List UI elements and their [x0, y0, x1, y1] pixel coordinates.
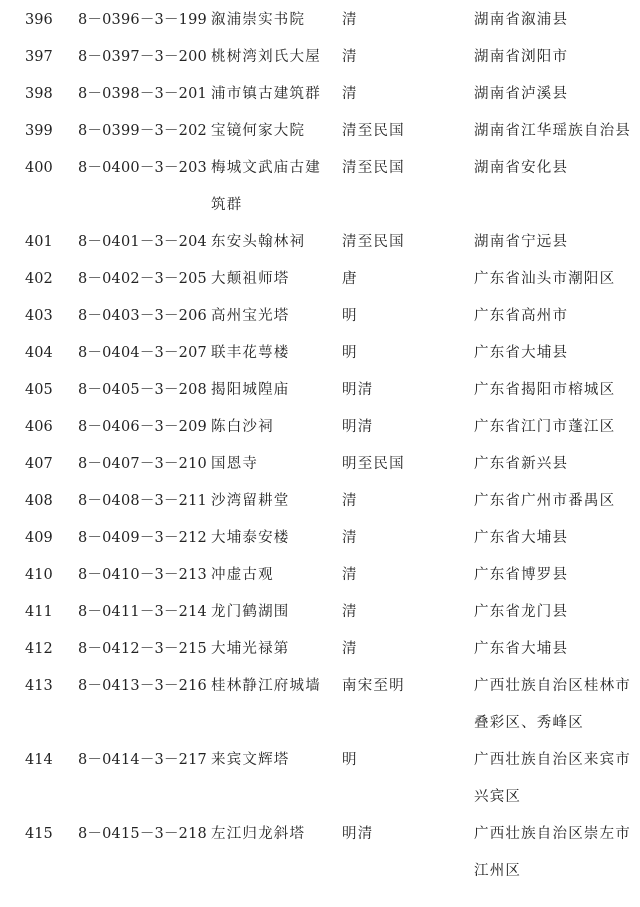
site-era: 清 — [342, 86, 358, 102]
site-location — [474, 261, 634, 298]
site-name-line: 梅城文武庙古建 — [211, 160, 321, 176]
site-location-line: 湖南省宁远县 — [474, 234, 569, 250]
site-name — [211, 816, 331, 853]
site-location-line: 广东省大埔县 — [474, 345, 569, 361]
serial-number: 400 — [25, 160, 53, 176]
table-row — [0, 446, 640, 483]
site-era: 清 — [342, 567, 358, 583]
site-location — [474, 409, 634, 446]
site-location — [474, 742, 634, 816]
serial-number: 396 — [25, 12, 53, 28]
site-era: 明清 — [342, 826, 374, 842]
site-name-line: 联丰花萼楼 — [211, 345, 290, 361]
site-era: 明清 — [342, 382, 374, 398]
site-code: 8－0414－3－217 — [78, 752, 207, 768]
serial-number: 404 — [25, 345, 53, 361]
site-name-line: 大颠祖师塔 — [211, 271, 290, 287]
site-location — [474, 816, 634, 890]
site-code: 8－0397－3－200 — [78, 49, 207, 65]
site-location — [474, 39, 634, 76]
site-location — [474, 668, 634, 742]
site-era: 清 — [342, 12, 358, 28]
serial-number: 407 — [25, 456, 53, 472]
site-location-line: 湖南省泸溪县 — [474, 86, 569, 102]
site-location — [474, 520, 634, 557]
site-location — [474, 372, 634, 409]
serial-number: 414 — [25, 752, 53, 768]
site-name — [211, 2, 331, 39]
site-name — [211, 113, 331, 150]
table-row — [0, 409, 640, 446]
site-name — [211, 594, 331, 631]
site-era: 清 — [342, 641, 358, 657]
serial-number: 401 — [25, 234, 53, 250]
site-code: 8－0410－3－213 — [78, 567, 207, 583]
table-row — [0, 150, 640, 224]
site-location-line: 广东省高州市 — [474, 308, 569, 324]
site-name-line: 大埔泰安楼 — [211, 530, 290, 546]
serial-number: 409 — [25, 530, 53, 546]
site-era: 明 — [342, 308, 358, 324]
table-row — [0, 594, 640, 631]
serial-number: 413 — [25, 678, 53, 694]
table-row — [0, 113, 640, 150]
serial-number: 410 — [25, 567, 53, 583]
site-code: 8－0406－3－209 — [78, 419, 207, 435]
site-name — [211, 261, 331, 298]
site-era: 清至民国 — [342, 123, 405, 139]
site-code: 8－0412－3－215 — [78, 641, 207, 657]
site-name-line: 桃树湾刘氏大屋 — [211, 49, 321, 65]
site-location — [474, 557, 634, 594]
site-location-line: 叠彩区、秀峰区 — [474, 715, 584, 731]
site-code: 8－0398－3－201 — [78, 86, 207, 102]
table-row — [0, 742, 640, 816]
site-location-line: 湖南省浏阳市 — [474, 49, 569, 65]
site-location-line: 广东省大埔县 — [474, 641, 569, 657]
site-location-line: 广东省江门市蓬江区 — [474, 419, 616, 435]
site-era: 明 — [342, 345, 358, 361]
site-name — [211, 446, 331, 483]
site-name-line: 筑群 — [211, 197, 243, 213]
site-location-line: 广西壮族自治区崇左市 — [474, 826, 631, 842]
site-name — [211, 742, 331, 779]
site-code: 8－0413－3－216 — [78, 678, 207, 694]
site-location — [474, 76, 634, 113]
site-code: 8－0400－3－203 — [78, 160, 207, 176]
site-era: 清 — [342, 49, 358, 65]
site-name-line: 桂林静江府城墙 — [211, 678, 321, 694]
site-name-line: 左江归龙斜塔 — [211, 826, 306, 842]
site-location — [474, 113, 634, 150]
site-location-line: 湖南省溆浦县 — [474, 12, 569, 28]
site-location — [474, 150, 634, 187]
site-name-line: 溆浦崇实书院 — [211, 12, 306, 28]
site-name — [211, 39, 331, 76]
serial-number: 405 — [25, 382, 53, 398]
site-name — [211, 298, 331, 335]
site-name — [211, 76, 331, 113]
table-row — [0, 39, 640, 76]
site-location-line: 广东省广州市番禺区 — [474, 493, 616, 509]
site-location-line: 广西壮族自治区来宾市 — [474, 752, 631, 768]
serial-number: 406 — [25, 419, 53, 435]
table-row — [0, 335, 640, 372]
table-row — [0, 816, 640, 890]
site-location-line: 广东省汕头市潮阳区 — [474, 271, 616, 287]
table-row — [0, 2, 640, 39]
site-code: 8－0411－3－214 — [78, 604, 207, 620]
site-era: 清 — [342, 604, 358, 620]
site-era: 明 — [342, 752, 358, 768]
site-name-line: 国恩寺 — [211, 456, 259, 472]
serial-number: 412 — [25, 641, 53, 657]
table-row — [0, 261, 640, 298]
site-location — [474, 335, 634, 372]
site-era: 清 — [342, 530, 358, 546]
site-name-line: 揭阳城隍庙 — [211, 382, 290, 398]
table-row — [0, 372, 640, 409]
site-location — [474, 224, 634, 261]
site-era: 南宋至明 — [342, 678, 405, 694]
site-code: 8－0401－3－204 — [78, 234, 207, 250]
site-code: 8－0404－3－207 — [78, 345, 207, 361]
site-code: 8－0396－3－199 — [78, 12, 207, 28]
table-row — [0, 298, 640, 335]
site-code: 8－0407－3－210 — [78, 456, 207, 472]
site-location-line: 兴宾区 — [474, 789, 522, 805]
site-code: 8－0402－3－205 — [78, 271, 207, 287]
table-row — [0, 557, 640, 594]
site-location-line: 湖南省安化县 — [474, 160, 569, 176]
site-name — [211, 372, 331, 409]
serial-number: 399 — [25, 123, 53, 139]
site-location — [474, 631, 634, 668]
site-name — [211, 335, 331, 372]
table-row — [0, 224, 640, 261]
table-row — [0, 483, 640, 520]
site-era: 清至民国 — [342, 160, 405, 176]
site-location-line: 广东省新兴县 — [474, 456, 569, 472]
serial-number: 402 — [25, 271, 53, 287]
site-name-line: 来宾文辉塔 — [211, 752, 290, 768]
site-location-line: 江州区 — [474, 863, 522, 879]
site-name-line: 宝镜何家大院 — [211, 123, 306, 139]
site-era: 唐 — [342, 271, 358, 287]
site-era: 明清 — [342, 419, 374, 435]
site-code: 8－0405－3－208 — [78, 382, 207, 398]
site-name — [211, 557, 331, 594]
site-name — [211, 409, 331, 446]
site-era: 清 — [342, 493, 358, 509]
site-name — [211, 224, 331, 261]
site-name — [211, 150, 331, 224]
serial-number: 397 — [25, 49, 53, 65]
serial-number: 411 — [25, 604, 53, 620]
site-code: 8－0403－3－206 — [78, 308, 207, 324]
table-row — [0, 631, 640, 668]
table-row — [0, 520, 640, 557]
site-location — [474, 483, 634, 520]
site-location — [474, 446, 634, 483]
site-name — [211, 483, 331, 520]
site-name-line: 浦市镇古建筑群 — [211, 86, 321, 102]
site-code: 8－0415－3－218 — [78, 826, 207, 842]
site-location-line: 广西壮族自治区桂林市 — [474, 678, 631, 694]
site-code: 8－0408－3－211 — [78, 493, 207, 509]
site-name-line: 沙湾留耕堂 — [211, 493, 290, 509]
site-location-line: 广东省揭阳市榕城区 — [474, 382, 616, 398]
site-location-line: 广东省博罗县 — [474, 567, 569, 583]
site-name — [211, 520, 331, 557]
table-row — [0, 668, 640, 742]
serial-number: 415 — [25, 826, 53, 842]
site-name-line: 东安头翰林祠 — [211, 234, 306, 250]
site-location-line: 湖南省江华瑶族自治县 — [474, 123, 631, 139]
site-name — [211, 631, 331, 668]
site-location-line: 广东省大埔县 — [474, 530, 569, 546]
site-location — [474, 594, 634, 631]
table-row — [0, 76, 640, 113]
site-name-line: 高州宝光塔 — [211, 308, 290, 324]
site-era: 清至民国 — [342, 234, 405, 250]
site-location — [474, 298, 634, 335]
site-name-line: 陈白沙祠 — [211, 419, 274, 435]
site-code: 8－0399－3－202 — [78, 123, 207, 139]
serial-number: 408 — [25, 493, 53, 509]
serial-number: 398 — [25, 86, 53, 102]
site-name-line: 龙门鹤湖围 — [211, 604, 290, 620]
site-name — [211, 668, 331, 705]
site-name-line: 大埔光禄第 — [211, 641, 290, 657]
serial-number: 403 — [25, 308, 53, 324]
site-location — [474, 2, 634, 39]
site-code: 8－0409－3－212 — [78, 530, 207, 546]
site-location-line: 广东省龙门县 — [474, 604, 569, 620]
site-name-line: 冲虚古观 — [211, 567, 274, 583]
site-era: 明至民国 — [342, 456, 405, 472]
